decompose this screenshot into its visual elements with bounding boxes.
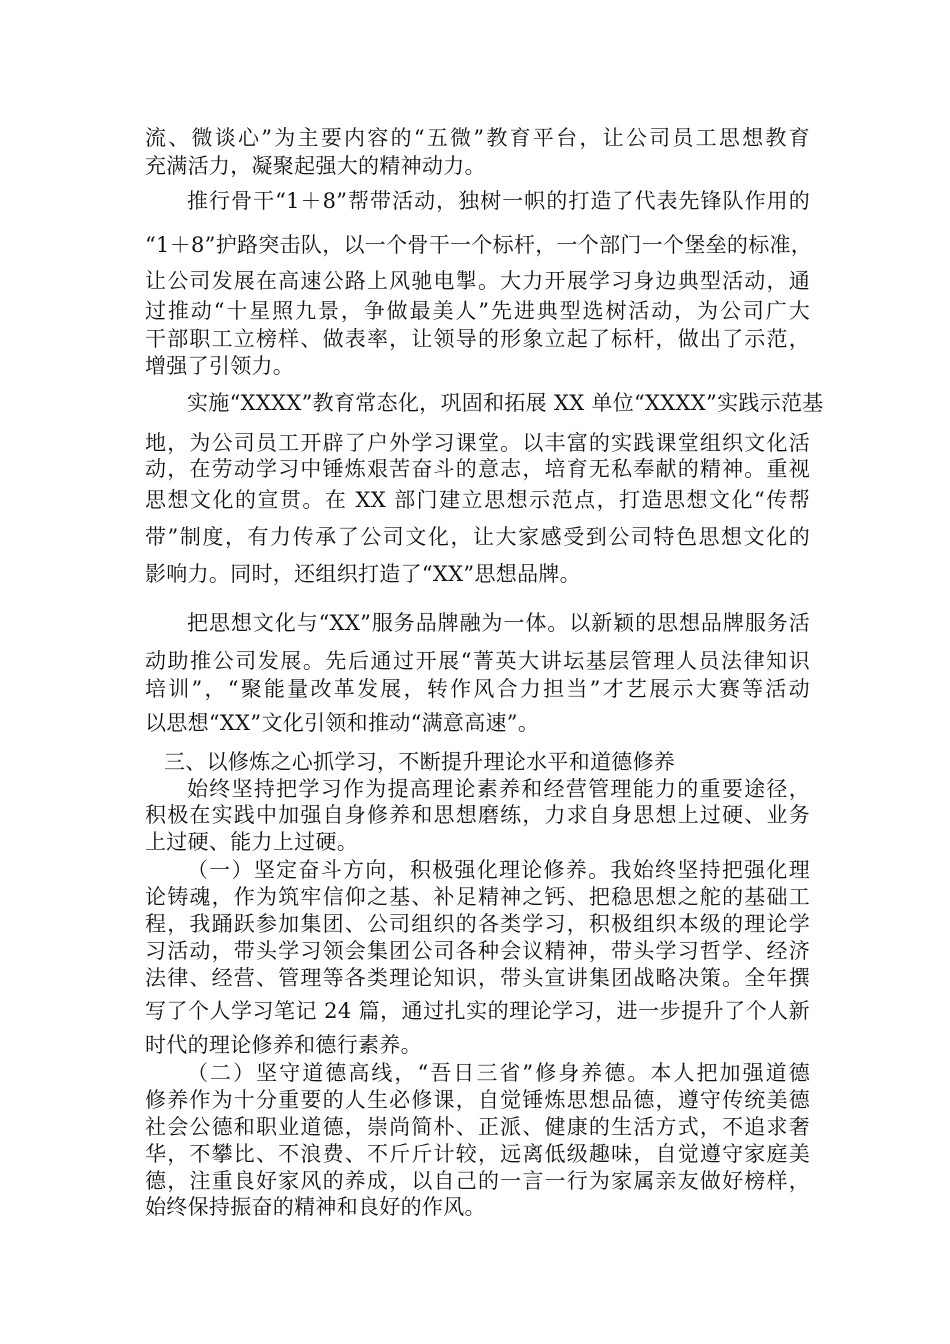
paragraph-line: （一）坚定奋斗方向，积极强化理论修养。我始终坚持把强化理 xyxy=(187,858,810,882)
paragraph-line: 过推动“十星照九景，争做最美人”先进典型选树活动，为公司广大 xyxy=(145,299,810,323)
paragraph-line: 德，注重良好家风的养成，以自己的一言一行为家属亲友做好榜样， xyxy=(145,1169,810,1193)
paragraph-line: 论铸魂，作为筑牢信仰之基、补足精神之钙、把稳思想之舵的基础工 xyxy=(145,885,810,909)
paragraph-line: 习活动，带头学习领会集团公司各种会议精神，带头学习哲学、经济 xyxy=(145,939,810,963)
section-heading: 三、以修炼之心抓学习，不断提升理论水平和道德修养 xyxy=(164,750,676,774)
paragraph-line: 增强了引领力。 xyxy=(145,354,295,378)
paragraph-line: 修养作为十分重要的人生必修课，自觉锤炼思想品德，遵守传统美德 xyxy=(145,1088,810,1112)
paragraph-line: 程，我踊跃参加集团、公司组织的各类学习，积极组织本级的理论学 xyxy=(145,912,810,936)
paragraph-line: 以思想“XX”文化引领和推动“满意高速”。 xyxy=(145,711,540,735)
paragraph-line: 始终坚持把学习作为提高理论素养和经营管理能力的重要途径， xyxy=(187,777,810,801)
paragraph-line: 写了个人学习笔记 24 篇，通过扎实的理论学习，进一步提升了个人新 xyxy=(145,999,810,1023)
paragraph-line: 法律、经营、管理等各类理论知识，带头宣讲集团战略决策。全年撰 xyxy=(145,966,810,990)
paragraph-line: 推行骨干“1＋8”帮带活动，独树一帜的打造了代表先锋队作用的 xyxy=(187,189,810,213)
paragraph-line: 动助推公司发展。先后通过开展“菁英大讲坛基层管理人员法律知识 xyxy=(145,649,810,673)
paragraph-line: 把思想文化与“XX”服务品牌融为一体。以新颖的思想品牌服务活 xyxy=(187,611,810,635)
paragraph-line: 影响力。同时，还组织打造了“XX”思想品牌。 xyxy=(145,562,581,586)
paragraph-line: “1＋8”护路突击队，以一个骨干一个标杆，一个部门一个堡垒的标准， xyxy=(145,233,813,257)
paragraph-line: 充满活力，凝聚起强大的精神动力。 xyxy=(145,154,486,178)
paragraph-line: 带”制度，有力传承了公司文化，让大家感受到公司特色思想文化的 xyxy=(145,525,810,549)
paragraph-line: 时代的理论修养和德行素养。 xyxy=(145,1033,422,1057)
paragraph-line: 培训”，“聚能量改革发展，转作风合力担当”才艺展示大赛等活动 xyxy=(145,677,810,701)
paragraph-line: 流、微谈心”为主要内容的“五微”教育平台，让公司员工思想教育 xyxy=(145,126,810,150)
paragraph-line: 积极在实践中加强自身修养和思想磨练，力求自身思想上过硬、业务 xyxy=(145,803,810,827)
paragraph-line: 地，为公司员工开辟了户外学习课堂。以丰富的实践课堂组织文化活 xyxy=(145,431,810,455)
paragraph-line: 华，不攀比、不浪费、不斤斤计较，远离低级趣味，自觉遵守家庭美 xyxy=(145,1142,810,1166)
paragraph-line: 动，在劳动学习中锤炼艰苦奋斗的意志，培育无私奉献的精神。重视 xyxy=(145,457,810,481)
paragraph-line: 社会公德和职业道德，崇尚简朴、正派、健康的生活方式，不追求奢 xyxy=(145,1115,810,1139)
paragraph-line: （二）坚守道德高线，“吾日三省”修身养德。本人把加强道德 xyxy=(187,1061,810,1085)
paragraph-line: 干部职工立榜样、做表率，让领导的形象立起了标杆，做出了示范， xyxy=(145,327,810,351)
paragraph-line: 思想文化的宣贯。在 XX 部门建立思想示范点，打造思想文化“传帮 xyxy=(145,488,810,512)
paragraph-line: 让公司发展在高速公路上风驰电掣。大力开展学习身边典型活动，通 xyxy=(145,269,810,293)
paragraph-line: 始终保持振奋的精神和良好的作风。 xyxy=(145,1195,486,1219)
paragraph-line: 实施“XXXX”教育常态化，巩固和拓展 XX 单位“XXXX”实践示范基 xyxy=(187,391,824,415)
paragraph-line: 上过硬、能力上过硬。 xyxy=(145,830,358,854)
